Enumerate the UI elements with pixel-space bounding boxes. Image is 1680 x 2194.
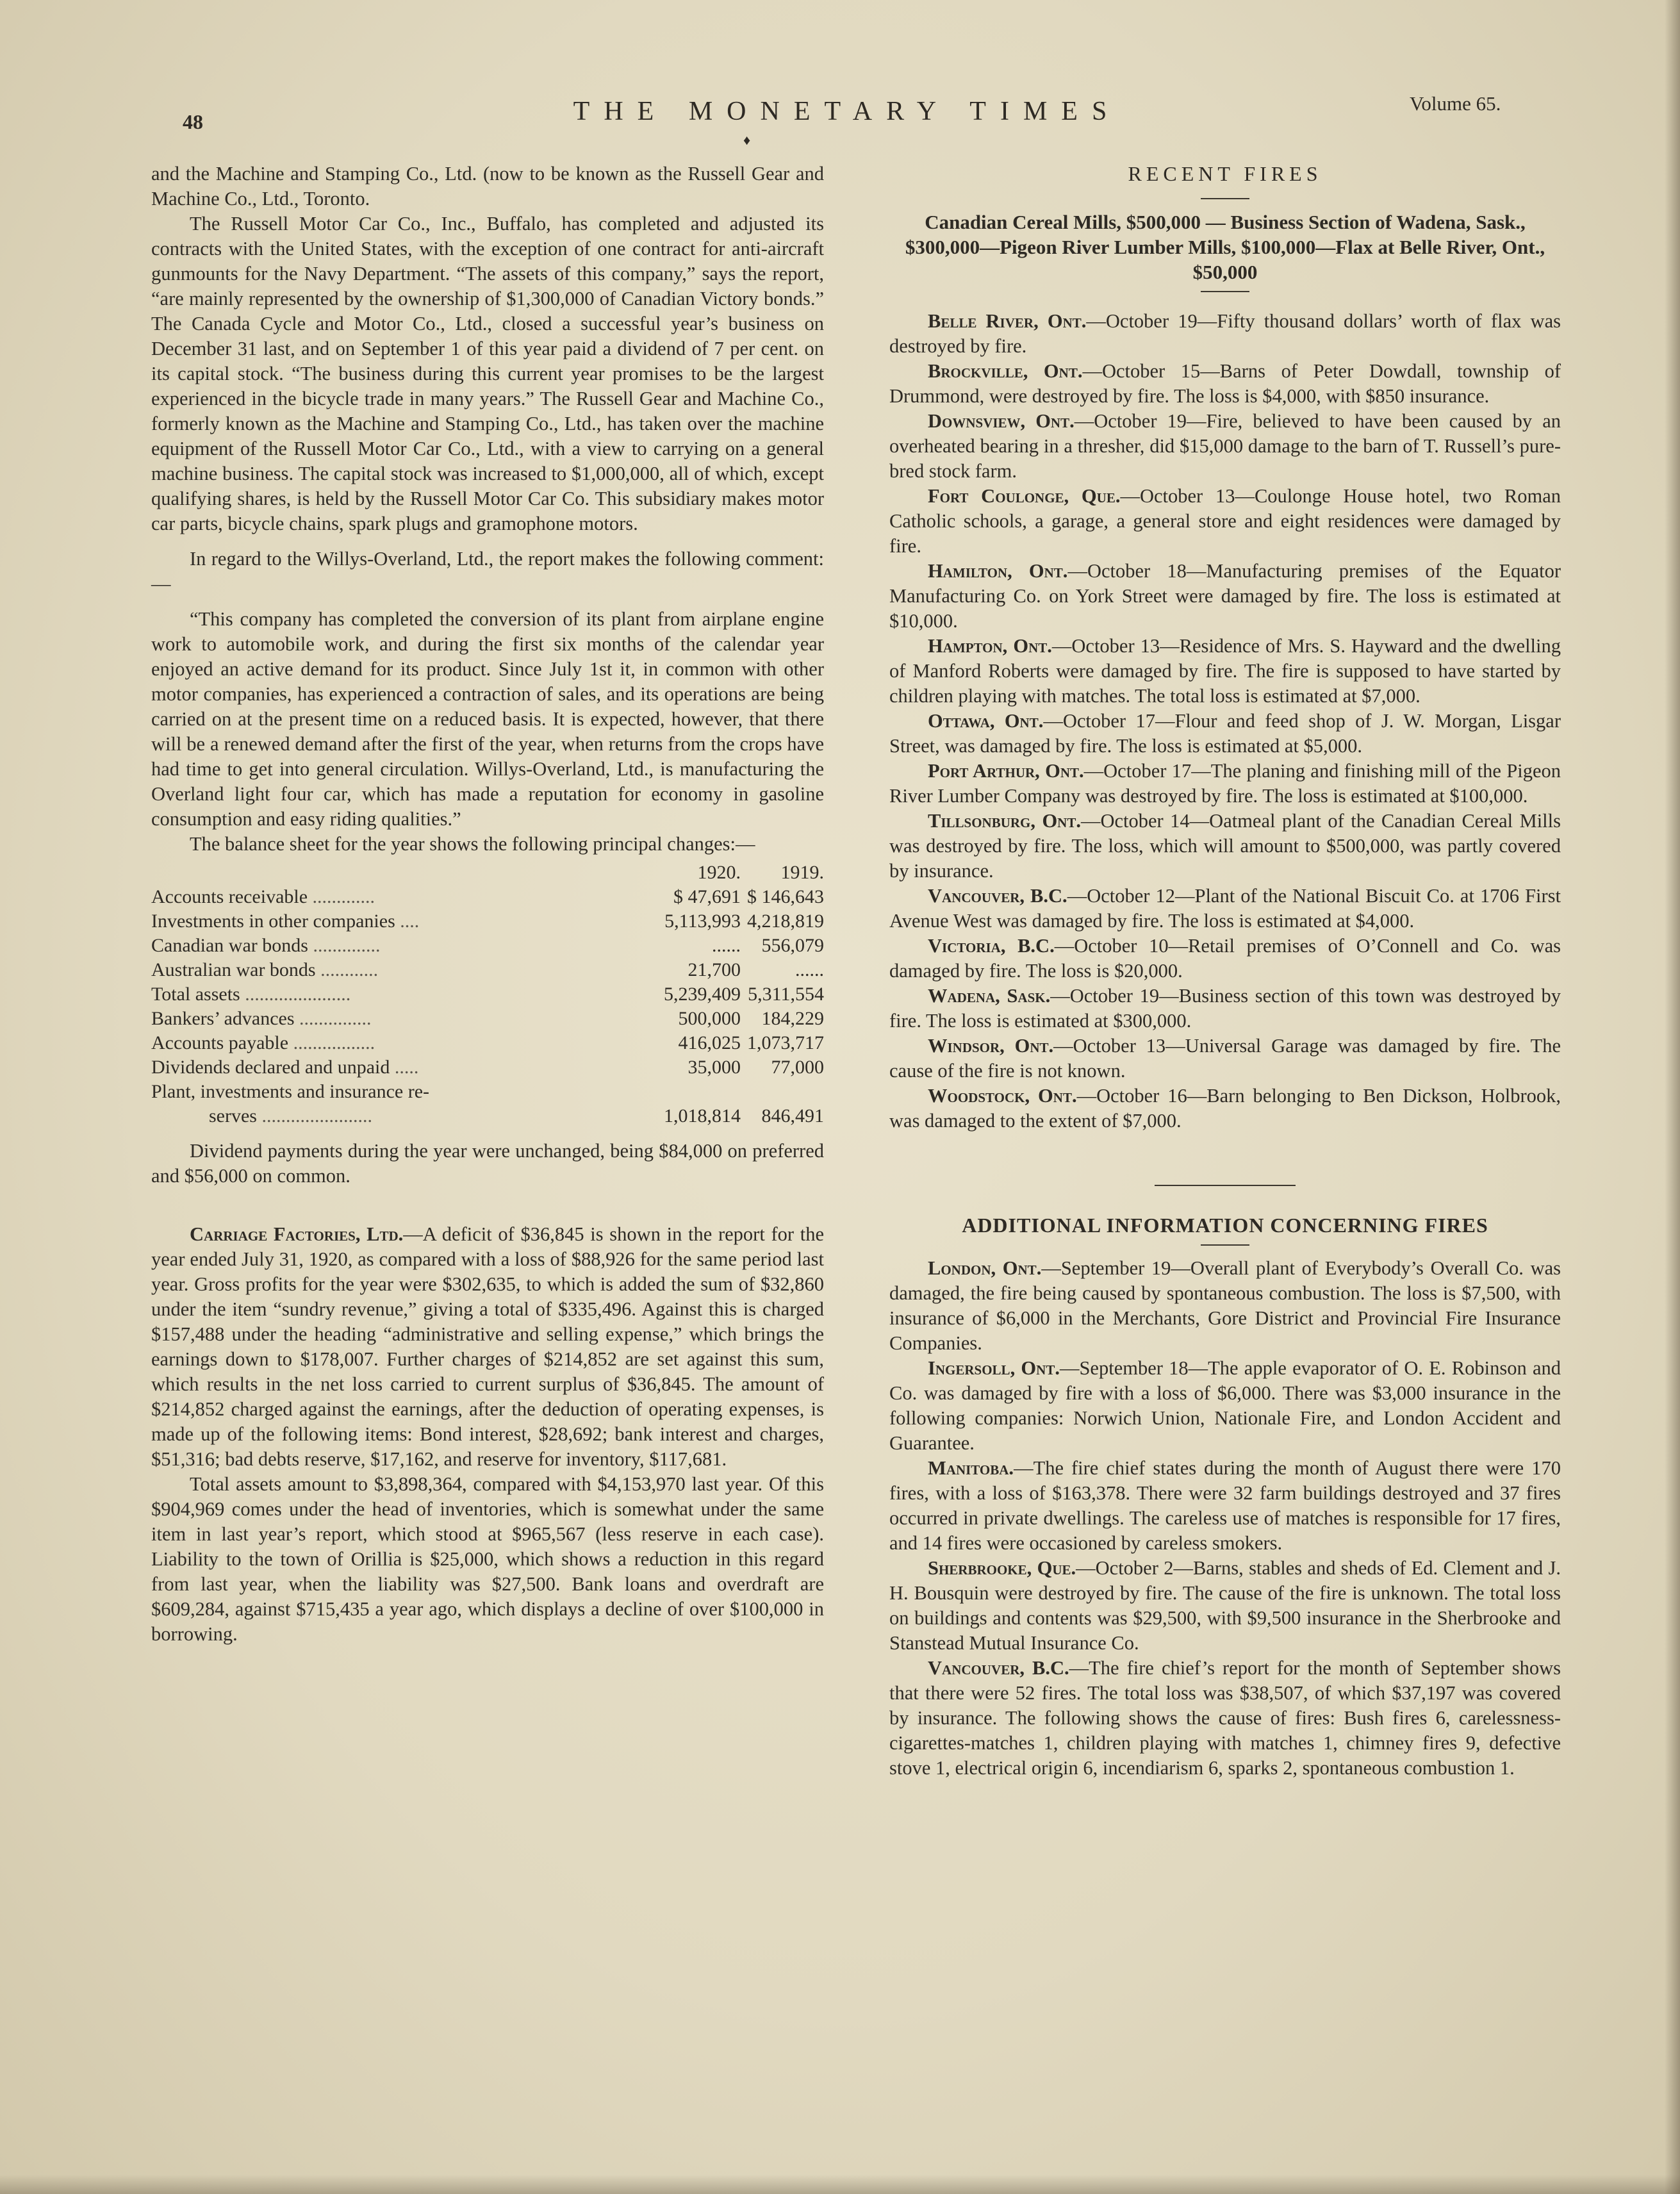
fire-details: —September 19—Overall plant of Everybody’s Overall Co. was damaged, the fire being caused by spontaneous combustion. The loss is $7,500, with insurance of $6,000 in the Merchants, Gore District and Provincial Fire Insurance Companies.: [889, 1257, 1561, 1354]
fire-location: London, Ont.: [928, 1257, 1042, 1279]
fire-location: Wadena, Sask.: [928, 985, 1051, 1007]
fire-report-item: [889, 484, 1561, 559]
table-row: Accounts receivable ............. $ 47,691 $ 146,643: [151, 885, 824, 909]
row-value-1919: ......: [795, 959, 824, 980]
fire-details: —October 12—Plant of the National Biscuit Co. at 1706 First Avenue West was damaged by fire. The loss is estimated at $4,000.: [889, 885, 1561, 932]
table-row: serves ....................... 1,018,814 846,491: [151, 1104, 824, 1128]
fire-details: —October 16—Barn belonging to Ben Dickson, Holbrook, was damaged to the extent of $7,000.: [889, 1085, 1561, 1132]
additional-report-item: [889, 1556, 1561, 1656]
fire-details: —October 19—Fire, believed to have been caused by an overheated bearing in a thresher, did $15,000 damage to the barn of T. Russell’s pure-bred stock farm.: [889, 410, 1561, 482]
row-label: Plant, investments and insurance re-: [151, 1081, 430, 1102]
fire-location: Vancouver, B.C.: [928, 1657, 1069, 1679]
fire-location: Belle River, Ont.: [928, 310, 1087, 332]
recent-fires-title: RECENT FIRES: [1128, 162, 1322, 185]
fire-location: Victoria, B.C.: [928, 935, 1055, 957]
title-rule: [1201, 198, 1249, 199]
row-value-1920: ......: [712, 935, 741, 956]
row-value-1920: 21,700: [688, 959, 741, 980]
row-value-1919: 1,073,717: [747, 1032, 824, 1053]
row-value-1919: 5,311,554: [748, 984, 824, 1005]
fire-report-item: [889, 309, 1561, 359]
fire-details: —October 10—Retail premises of O’Connell and Co. was damaged by fire. The loss is $20,000.: [889, 935, 1561, 982]
left-column: [151, 161, 824, 1647]
row-value-1920: 1,018,814: [664, 1105, 741, 1126]
summary-rule: [1201, 291, 1249, 292]
row-value-1920: 5,239,409: [664, 984, 741, 1005]
fire-location: Sherbrooke, Que.: [928, 1557, 1076, 1579]
carriage-factories-lead: Carriage Factories, Ltd.: [190, 1223, 404, 1245]
fire-report-item: [889, 409, 1561, 484]
additional-title-rule: [1201, 1244, 1249, 1246]
column-header-1919: 1919.: [780, 862, 824, 883]
paragraph-russell-intro: and the Machine and Stamping Co., Ltd. (now to be known as the Russell Gear and Machine Co., Ltd., Toronto.: [151, 163, 824, 210]
fire-report-item: [889, 809, 1561, 884]
column-header-1920: 1920.: [697, 862, 741, 883]
table-row: Bankers’ advances ............... 500,000 184,229: [151, 1007, 824, 1031]
table-row: Dividends declared and unpaid ..... 35,000 77,000: [151, 1055, 824, 1080]
additional-report-item: [889, 1256, 1561, 1356]
additional-report-item: [889, 1656, 1561, 1781]
table-row: Accounts payable ................. 416,025 1,073,717: [151, 1031, 824, 1055]
row-value-1919: 4,218,819: [747, 911, 824, 932]
right-column: [889, 161, 1561, 1781]
paragraph-total-assets: Total assets amount to $3,898,364, compared with $4,153,970 last year. Of this $904,969 comes under the head of inventories, which is somewhat under the same item in last year’s report, which stood at $965,567 (less reserve in each case). Liability to the town of Orillia is $25,000, which shows a reduction in this regard from last year, when the liability was $27,500. Bank loans and overdraft are $609,284, against $715,435 a year ago, which displays a decline of over $100,000 in borrowing.: [151, 1473, 824, 1645]
page-edge-shadow-right: [1665, 0, 1680, 2194]
fire-details: —October 13—Coulonge House hotel, two Roman Catholic schools, a garage, a general store and eight residences were damaged by fire.: [889, 485, 1561, 557]
fire-report-item: [889, 709, 1561, 759]
row-label: Accounts payable: [151, 1032, 289, 1053]
paragraph-willys-quote: “This company has completed the conversion of its plant from airplane engine work to automobile work, and during the first six months of the calendar year enjoyed an active demand for its product. Since July 1st it, in common with other motor companies, has experienced a contraction of sales, and its operations are being carried on at the present time on a reduced basis. It is expected, however, that there will be a renewed demand after the first of the year, when returns from the crops have had time to get into general circulation. Willys-Overland, Ltd., is manufacturing the Overland light four car, which has made a reputation for economy in gasoline consumption and easy riding qualities.”: [151, 608, 824, 830]
fires-summary: Canadian Cereal Mills, $500,000 — Business Section of Wadena, Sask., $300,000—Pigeon River Lumber Mills, $100,000—Flax at Belle River, Ont., $50,000: [905, 211, 1545, 283]
fire-location: Brockville, Ont.: [928, 360, 1083, 382]
table-row: Total assets ...................... 5,239,409 5,311,554: [151, 982, 824, 1007]
fire-report-item: [889, 884, 1561, 934]
masthead-title: THE MONETARY TIMES: [573, 97, 1121, 126]
fire-details: —The fire chief states during the month of August there were 170 fires, with a loss of $163,378. There were 32 farm buildings destroyed and 37 fires occurred in private dwellings. The careless use of matches is responsible for 17 fires, and 14 fires were occasioned by careless smokers.: [889, 1457, 1561, 1554]
row-value-1919: 846,491: [761, 1105, 824, 1126]
additional-reports-list: [889, 1256, 1561, 1781]
row-value-1919: 184,229: [761, 1008, 824, 1029]
fire-location: Downsview, Ont.: [928, 410, 1075, 432]
page-number: 48: [183, 110, 203, 133]
paragraph-willys-intro: In regard to the Willys-Overland, Ltd., the report makes the following comment:—: [151, 548, 824, 595]
carriage-factories-text: —A deficit of $36,845 is shown in the report for the year ended July 31, 1920, as compared with a loss of $88,926 for the same period last year. Gross profits for the year were $302,635, to which is added the sum of $32,860 under the item “sundry revenue,” giving a total of $335,496. Against this is charged $157,488 under the heading “administrative and selling expense,” which brings the earnings down to $178,007. Further charges of $214,852 are set against this sum, which results in the net loss carried to current surplus of $36,845. The amount of $214,852 charged against the earnings, after the deduction of operating expenses, is made up of the following items: Bond interest, $28,692; bank interest and charges, $51,316; bad debts reserve, $17,162, and reserve for inventory, $117,681.: [151, 1223, 824, 1470]
row-label: Canadian war bonds: [151, 935, 308, 956]
fire-report-item: [889, 359, 1561, 409]
fire-report-item: [889, 759, 1561, 809]
table-row: Canadian war bonds .............. ...... 556,079: [151, 934, 824, 958]
fire-location: Windsor, Ont.: [928, 1035, 1054, 1057]
fire-report-item: [889, 934, 1561, 984]
fire-details: —October 13—Universal Garage was damaged by fire. The cause of the fire is not known.: [889, 1035, 1561, 1082]
section-divider: [1155, 1185, 1296, 1186]
row-value-1920: 5,113,993: [664, 911, 741, 932]
table-row: Investments in other companies .... 5,113,993 4,218,819: [151, 909, 824, 934]
fire-report-item: [889, 984, 1561, 1034]
fire-location: Manitoba.: [928, 1457, 1014, 1479]
row-value-1920: 416,025: [678, 1032, 741, 1053]
fire-location: Hampton, Ont.: [928, 635, 1052, 657]
row-label: Investments in other companies: [151, 911, 395, 932]
fire-report-item: [889, 634, 1561, 709]
additional-information-title: ADDITIONAL INFORMATION CONCERNING FIRES: [962, 1214, 1488, 1237]
paragraph-carriage-factories: [151, 1222, 824, 1472]
fire-location: Port Arthur, Ont.: [928, 760, 1084, 782]
row-value-1920: 35,000: [688, 1057, 741, 1078]
volume-label: Volume 65.: [1410, 92, 1501, 115]
row-value-1920: 500,000: [678, 1008, 741, 1029]
balance-sheet-table: [151, 861, 824, 1128]
additional-report-item: [889, 1356, 1561, 1456]
table-header-row: [151, 861, 824, 885]
fire-details: —October 17—Flour and feed shop of J. W. Morgan, Lisgar Street, was damaged by fire. The loss is estimated at $5,000.: [889, 710, 1561, 757]
row-label-continued: serves: [209, 1105, 257, 1126]
table-row: Australian war bonds ............ 21,700 ......: [151, 958, 824, 982]
fire-details: —September 18—The apple evaporator of O. E. Robinson and Co. was damaged by fire with a loss of $6,000. There was $3,000 insurance in the following companies: Norwich Union, Nationale Fire, and London Accident and Guarantee.: [889, 1357, 1561, 1454]
fire-reports-list: [889, 309, 1561, 1134]
fire-details: —October 13—Residence of Mrs. S. Hayward and the dwelling of Manford Roberts were damaged by fire. The fire is supposed to have started by children playing with matches. The total loss is estimated at $7,000.: [889, 635, 1561, 707]
fire-location: Ingersoll, Ont.: [928, 1357, 1060, 1379]
fire-details: —October 2—Barns, stables and sheds of Ed. Clement and J. H. Bousquin were destroyed by fire. The cause of the fire is unknown. The total loss on buildings and contents was $29,500, with $9,500 insurance in the Sherbrooke and Stanstead Mutual Insurance Co.: [889, 1557, 1561, 1654]
row-label: Total assets: [151, 984, 240, 1005]
fire-location: Ottawa, Ont.: [928, 710, 1044, 732]
fire-location: Vancouver, B.C.: [928, 885, 1067, 907]
fire-details: —October 19—Fifty thousand dollars’ worth of flax was destroyed by fire.: [889, 310, 1561, 357]
additional-report-item: [889, 1456, 1561, 1556]
paragraph-russell-motor: The Russell Motor Car Co., Inc., Buffalo, has completed and adjusted its contracts with the United States, with the exception of one contract for anti-aircraft gunmounts for the Navy Department. “The assets of this company,” says the report, “are mainly represented by the ownership of $1,300,000 of Canadian Victory bonds.” The Canada Cycle and Motor Co., Ltd., closed a successful year’s business on December 31 last, and on September 1 of this year paid a dividend of 7 per cent. on its capital stock. “The business during this current year promises to be the largest experienced in the bicycle trade in many years.” The Russell Gear and Machine Co., formerly known as the Machine and Stamping Co., Ltd., has taken over the machine equipment of the Russell Motor Car Co., Ltd., with a view to carrying on a general machine business. The capital stock was increased to $1,000,000, all of which, except qualifying shares, is held by the Russell Motor Car Co. This subsidiary makes motor car parts, bicycle chains, spark plugs and gramophone motors.: [151, 213, 824, 534]
diamond-ornament-icon: ♦: [743, 132, 751, 148]
row-label: Australian war bonds: [151, 959, 316, 980]
fire-details: —October 14—Oatmeal plant of the Canadian Cereal Mills was destroyed by fire. The loss, which will amount to $500,000, was partly covered by insurance.: [889, 810, 1561, 882]
fire-details: —October 18—Manufacturing premises of the Equator Manufacturing Co. on York Street were damaged by fire. The loss is estimated at $10,000.: [889, 560, 1561, 632]
row-value-1920: $ 47,691: [673, 886, 741, 907]
fire-details: —October 19—Business section of this town was destroyed by fire. The loss is estimated at $300,000.: [889, 985, 1561, 1032]
row-value-1919: 77,000: [771, 1057, 824, 1078]
fire-report-item: [889, 1034, 1561, 1084]
fire-details: —The fire chief’s report for the month of September shows that there were 52 fires. The total loss was $38,507, of which $37,197 was covered by insurance. The following shows the cause of fires: Bush fires 6, carelessness-cigarettes-matches 1, children playing with matches 1, chimney fires 9, defective stove 1, electrical origin 6, incendiarism 6, sparks 2, spontaneous combustion 1.: [889, 1657, 1561, 1779]
paragraph-dividends: Dividend payments during the year were unchanged, being $84,000 on preferred and $56,000 on common.: [151, 1140, 824, 1187]
fire-location: Hamilton, Ont.: [928, 560, 1068, 582]
fire-report-item: [889, 1084, 1561, 1134]
fire-report-item: [889, 559, 1561, 634]
fire-details: —October 15—Barns of Peter Dowdall, township of Drummond, were destroyed by fire. The loss is $4,000, with $850 insurance.: [889, 360, 1561, 407]
row-label: Dividends declared and unpaid: [151, 1057, 390, 1078]
row-label: Bankers’ advances: [151, 1008, 295, 1029]
fire-location: Fort Coulonge, Que.: [928, 485, 1121, 507]
row-value-1919: $ 146,643: [747, 886, 824, 907]
paragraph-balance-intro: The balance sheet for the year shows the following principal changes:—: [190, 833, 755, 855]
table-row: [151, 1080, 824, 1104]
page-header: [0, 90, 1680, 148]
row-value-1919: 556,079: [761, 935, 824, 956]
fire-details: —October 17—The planing and finishing mill of the Pigeon River Lumber Company was destroyed by fire. The loss is estimated at $100,000.: [889, 760, 1561, 807]
fire-location: Woodstock, Ont.: [928, 1085, 1077, 1107]
fire-location: Tillsonburg, Ont.: [928, 810, 1081, 832]
page-edge-shadow-bottom: [0, 2175, 1680, 2194]
row-label: Accounts receivable: [151, 886, 308, 907]
